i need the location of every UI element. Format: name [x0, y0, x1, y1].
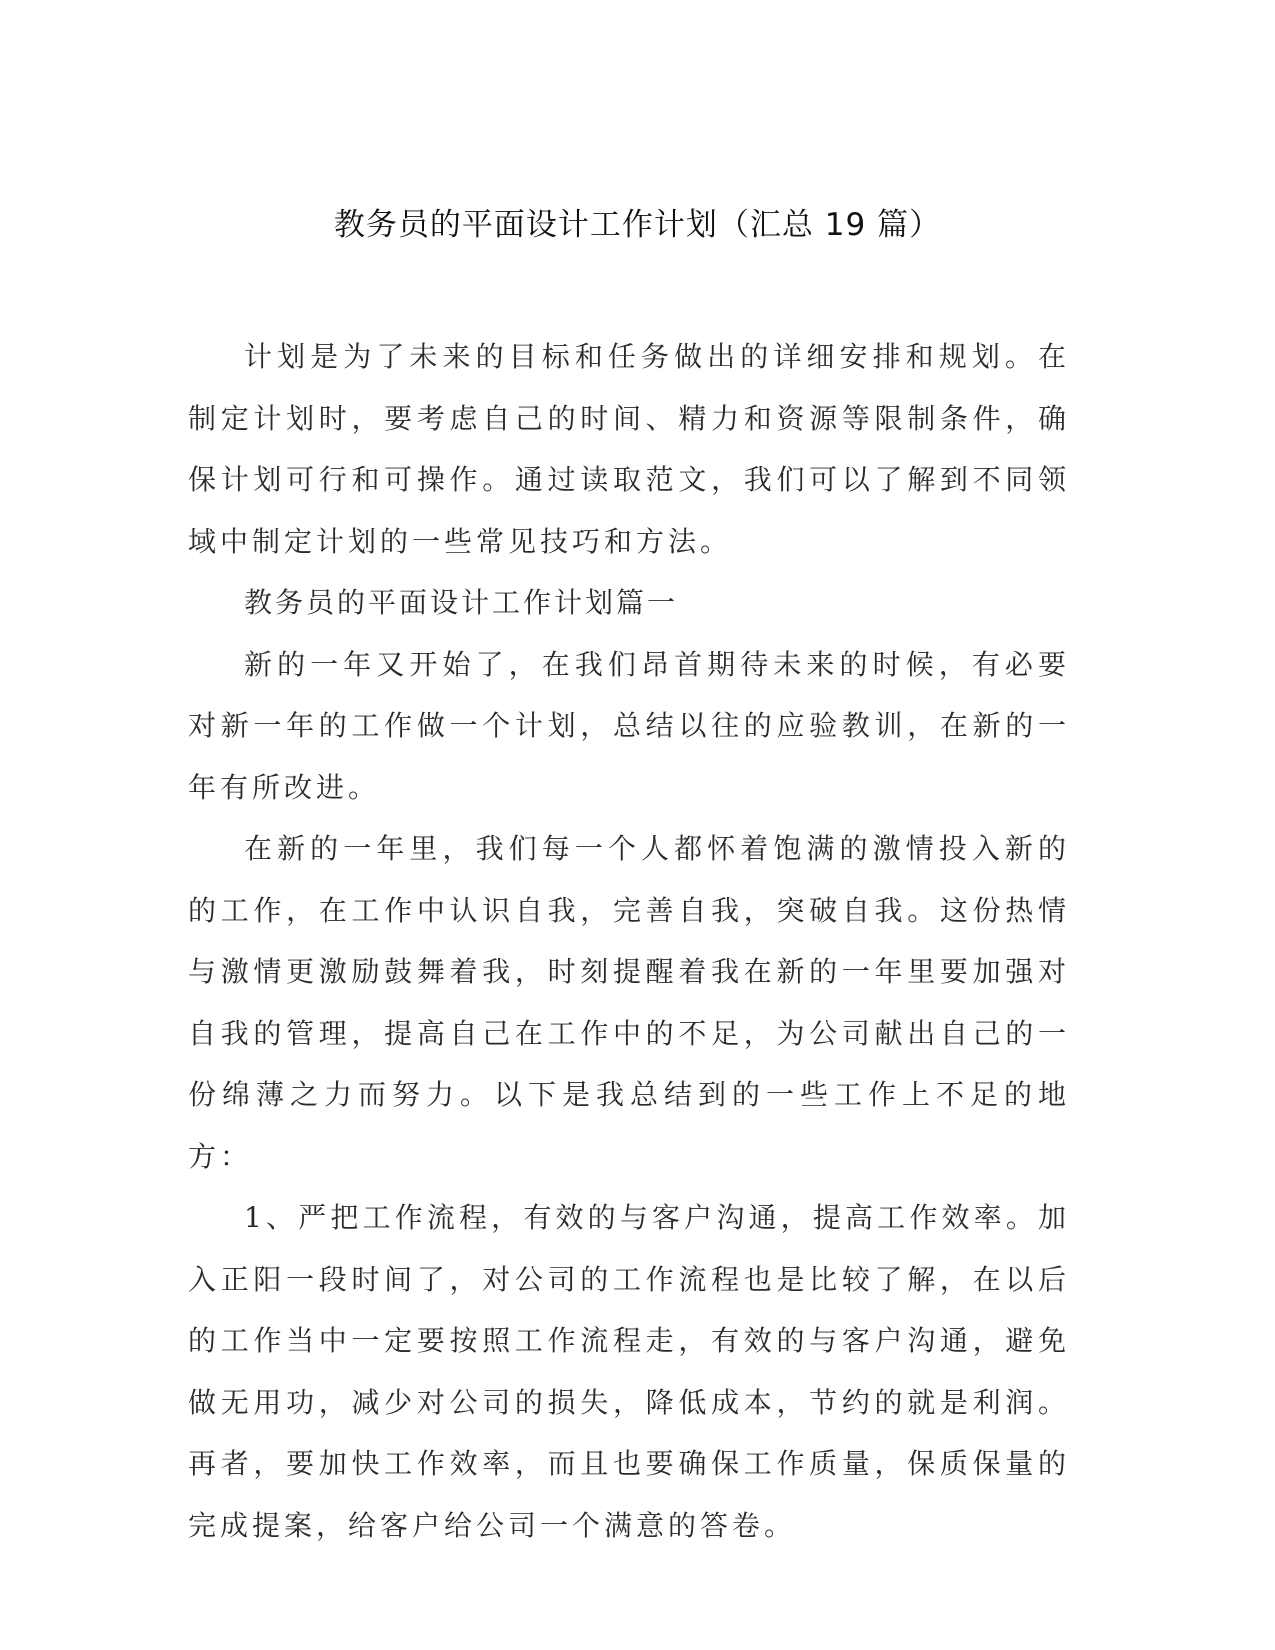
document-body [188, 326, 1070, 1556]
body-paragraph: 新的一年又开始了，在我们昂首期待未来的时候，有必要对新一年的工作做一个计划，总结以往的应验教训，在新的一年有所改进。 [188, 647, 1070, 804]
body-paragraph: 在新的一年里，我们每一个人都怀着饱满的激情投入新的的工作，在工作中认识自我，完善自我，突破自我。这份热情与激情更激励鼓舞着我，时刻提醒着我在新的一年里要加强对自我的管理，提高自己在工作中的不足，为公司献出自己的一份绵薄之力而努力。以下是我总结到的一些工作上不足的地方： [188, 832, 1070, 1173]
body-paragraph: 1、严把工作流程，有效的与客户沟通，提高工作效率。加入正阳一段时间了，对公司的工作流程也是比较了解，在以后的工作当中一定要按照工作流程走，有效的与客户沟通，避免做无用功，减少对公司的损失，降低成本，节约的就是利润。再者，要加快工作效率，而且也要确保工作质量，保质保量的完成提案，给客户给公司一个满意的答卷。 [188, 1201, 1070, 1542]
document-title: 教务员的平面设计工作计划（汇总 19 篇） [333, 207, 942, 243]
section-heading: 教务员的平面设计工作计划篇一 [244, 586, 679, 619]
intro-paragraph: 计划是为了未来的目标和任务做出的详细安排和规划。在制定计划时，要考虑自己的时间、精力和资源等限制条件，确保计划可行和可操作。通过读取范文，我们可以了解到不同领域中制定计划的一些常见技巧和方法。 [188, 340, 1070, 558]
